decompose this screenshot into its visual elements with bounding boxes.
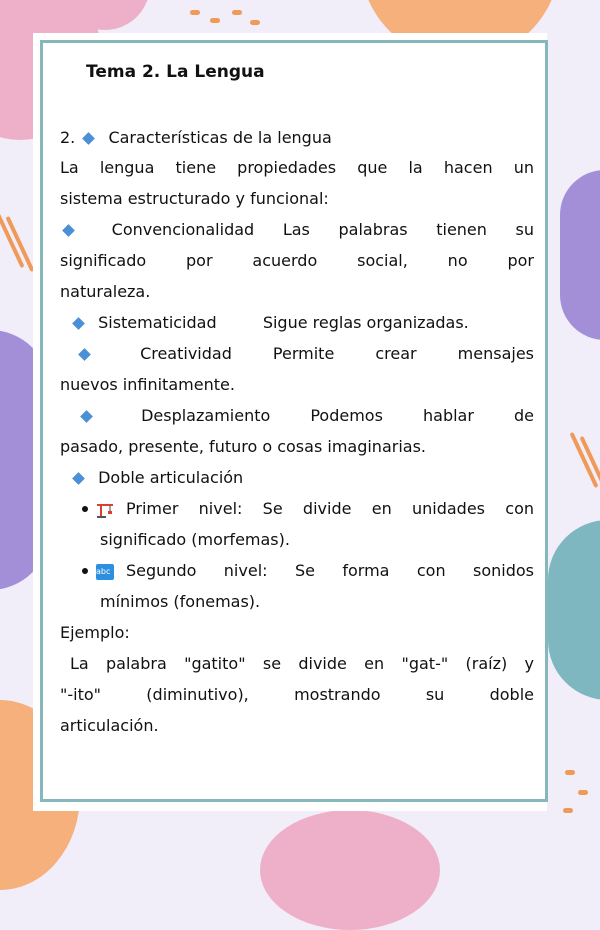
property-item-convencionalidad: [60, 220, 534, 239]
decor-dot: [250, 20, 260, 25]
bullet-icon: [82, 568, 88, 574]
diamond-icon: [62, 224, 75, 237]
property-item-doble-articulacion: [70, 468, 534, 487]
intro-line: La lengua tiene propiedades que la hacen un: [60, 158, 534, 177]
list-item-primer-nivel: [82, 499, 534, 518]
example-line: La palabra "gatito" se divide en "gat-" (raíz) y: [70, 654, 534, 673]
example-label: Ejemplo:: [60, 623, 130, 642]
property-continuation: nuevos infinitamente.: [60, 375, 235, 394]
decor-blob-purple-right: [560, 170, 600, 340]
property-item-sistematicidad: [70, 313, 534, 332]
decor-stripe: [0, 212, 24, 268]
property-desc: Las palabras tienen su: [282, 220, 535, 239]
section-heading: [60, 128, 534, 147]
decor-dot: [190, 10, 200, 15]
decor-blob-pink-bottom: [260, 810, 440, 930]
diamond-icon: [78, 348, 91, 361]
decor-blob-teal-right: [548, 520, 600, 700]
level-text: Segundo nivel: Se forma con sonidos: [126, 561, 534, 580]
diamond-icon: [72, 317, 85, 330]
level-continuation: mínimos (fonemas).: [100, 592, 261, 611]
diamond-icon: [80, 410, 93, 423]
decor-dot: [578, 790, 588, 795]
decor-dot: [563, 808, 573, 813]
intro-line: sistema estructurado y funcional:: [60, 189, 329, 208]
level-text: Primer nivel: Se divide en unidades con: [126, 499, 534, 518]
example-line: "-ito" (diminutivo), mostrando su doble: [60, 685, 534, 704]
property-name: Doble articulación: [98, 468, 244, 487]
decor-dot: [210, 18, 220, 23]
property-desc: Podemos hablar de: [310, 406, 534, 425]
property-name: Convencionalidad: [111, 220, 255, 239]
crane-icon: [96, 502, 114, 518]
property-name: Desplazamiento: [141, 406, 271, 425]
decor-dot: [232, 10, 242, 15]
property-desc: Permite crear mensajes: [272, 344, 534, 363]
property-desc: Sigue reglas organizadas.: [262, 313, 469, 332]
property-continuation: significado por acuerdo social, no por: [60, 251, 534, 270]
abc-icon: abc: [96, 564, 114, 580]
level-continuation: significado (morfemas).: [100, 530, 290, 549]
section-heading-text: Características de la lengua: [108, 128, 332, 147]
decor-dot: [565, 770, 575, 775]
bullet-icon: [82, 506, 88, 512]
property-continuation: pasado, presente, futuro o cosas imaginarias.: [60, 437, 426, 456]
property-name: Sistematicidad: [98, 313, 217, 332]
list-item-segundo-nivel: [82, 561, 534, 580]
property-continuation: naturaleza.: [60, 282, 151, 301]
section-number: 2.: [60, 128, 76, 147]
diamond-icon: [72, 472, 85, 485]
example-line: articulación.: [60, 716, 159, 735]
diamond-icon: [82, 132, 95, 145]
property-name: Creatividad: [140, 344, 232, 363]
page-title: Tema 2. La Lengua: [86, 62, 265, 82]
property-item-creatividad: [76, 344, 534, 363]
property-item-desplazamiento: [78, 406, 534, 425]
